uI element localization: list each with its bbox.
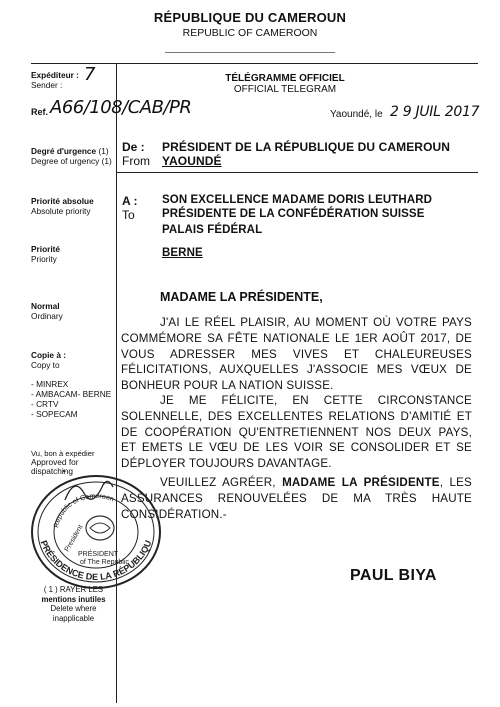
- to-line3: PALAIS FÉDÉRAL: [162, 224, 263, 236]
- seal-inner-top: Republic of Cameroon: [53, 492, 115, 529]
- country-title-en: REPUBLIC OF CAMEROON: [182, 27, 318, 39]
- copy-item: - MINREX: [31, 379, 69, 389]
- copy-item: - AMBACAM- BERNE: [31, 389, 112, 399]
- approved-fr: Vu, bon à expédier: [31, 449, 95, 458]
- absolute-fr: Priorité absolue: [31, 196, 94, 206]
- paragraph-1: J'AI LE RÉEL PLAISIR, AU MOMENT OÙ VOTRE PAYS COMMÉMORE SA FÊTE NATIONALE LE 1ER AOÛT 2017, DE VOUS ADRESSER MES VIVES ET CHALEUREUSES FÉLICITATIONS, AUXQUELLES J'ASSOCIE MES VŒUX DE BONHEUR POUR LA NATION SUISSE.: [121, 316, 472, 393]
- to-label-en: To: [122, 208, 135, 222]
- paragraph-3: [121, 475, 472, 522]
- date-prefix: Yaoundé, le: [330, 109, 383, 120]
- copy-item: - CRTV: [31, 399, 59, 409]
- from-divider: [116, 172, 478, 173]
- from-label-fr: De :: [122, 140, 145, 154]
- country-title-fr: RÉPUBLIQUE DU CAMEROUN: [153, 10, 347, 25]
- header-divider: [165, 52, 335, 53]
- date-value: 2 9 JUIL 2017: [390, 104, 480, 120]
- ref-value: A66/108/CAB/PR: [50, 97, 192, 118]
- signature: PAUL BIYA: [350, 567, 437, 584]
- seal-center: PRÉSIDENT: [78, 551, 119, 558]
- normal-en: Ordinary: [31, 311, 63, 321]
- sender-label-en: Sender :: [31, 80, 63, 90]
- urgency-label-fr: Degré d'urgence: [31, 146, 97, 156]
- normal-fr: Normal: [31, 301, 60, 311]
- paragraph-2: JE ME FÉLICITE, EN CETTE CIRCONSTANCE SOLENNELLE, DES EXCELLENTES RELATIONS D'AMITIÉ ET DE COOPÉRATION QU'ENTRETIENNENT NOS DEUX PAYS, ET EMETS LE VŒU DE LES VOIR SE CONSOLIDER ET SE DÉPLOYER TOUJOURS DAVANTAGE.: [121, 394, 472, 471]
- copy-en: Copy to: [31, 360, 60, 370]
- closing-part-b: MADAME LA PRÉSIDENTE: [282, 476, 440, 489]
- from-line1: PRÉSIDENT DE LA RÉPUBLIQUE DU CAMEROUN: [162, 140, 451, 154]
- telegram-type-en: OFFICIAL TELEGRAM: [233, 84, 337, 95]
- footnote-1: ( 1 ) RAYER LES: [43, 585, 104, 594]
- to-line1: SON EXCELLENCE MADAME DORIS LEUTHARD: [162, 194, 433, 206]
- urgency-block: [31, 146, 131, 166]
- seal-inner-left: President: [63, 523, 85, 553]
- telegram-type-fr: TÉLÉGRAMME OFFICIEL: [225, 73, 345, 84]
- absolute-priority: [31, 196, 131, 216]
- urgency-note-fr: (1): [98, 146, 109, 156]
- salutation: MADAME LA PRÉSIDENTE,: [160, 290, 323, 304]
- closing-part-a: VEUILLEZ AGRÉER,: [160, 476, 276, 489]
- footnote-4: inapplicable: [52, 613, 95, 623]
- normal: [31, 301, 131, 321]
- seal-center2: of The Republic: [80, 559, 129, 566]
- from-line2: YAOUNDÉ: [162, 154, 222, 168]
- to-line2: PRÉSIDENTE DE LA CONFÉDÉRATION SUISSE: [162, 208, 425, 220]
- copy-list: [31, 379, 131, 419]
- top-rule: [31, 63, 478, 64]
- sender-value: 7: [84, 64, 96, 85]
- footnote-3: Delete where: [50, 604, 97, 613]
- copy-fr: Copie à :: [31, 350, 67, 360]
- ref-label: Ref.: [31, 107, 49, 117]
- seal-outer-bottom: PRÉSIDENCE DE LA RÉPUBLIQU: [38, 538, 154, 582]
- priority-fr: Priorité: [31, 244, 61, 254]
- urgency-note-en: (1): [101, 156, 112, 166]
- copy-item: - SOPECAM: [31, 409, 78, 419]
- to-line4: BERNE: [162, 247, 203, 259]
- priority-en: Priority: [31, 254, 57, 264]
- absolute-en: Absolute priority: [31, 206, 91, 216]
- priority: [31, 244, 131, 264]
- copy-block: [31, 350, 131, 370]
- to-label-fr: A :: [122, 194, 138, 208]
- sender-label-fr: Expéditeur :: [31, 70, 79, 80]
- closing-part-c: , LES ASSURANCES RENOUVELÉES DE MA TRÈS HAUTE CONSIDÉRATION.-: [121, 476, 472, 521]
- handwritten-initials: [60, 470, 120, 510]
- urgency-label-en: Degree of urgency: [31, 156, 100, 166]
- approved-en-1: Approved for: [31, 457, 79, 467]
- sender-block: [31, 70, 131, 90]
- approved-en-2: dispatching: [31, 466, 73, 476]
- from-label-en: From: [122, 154, 150, 168]
- footnote-2: mentions inutiles: [41, 594, 106, 604]
